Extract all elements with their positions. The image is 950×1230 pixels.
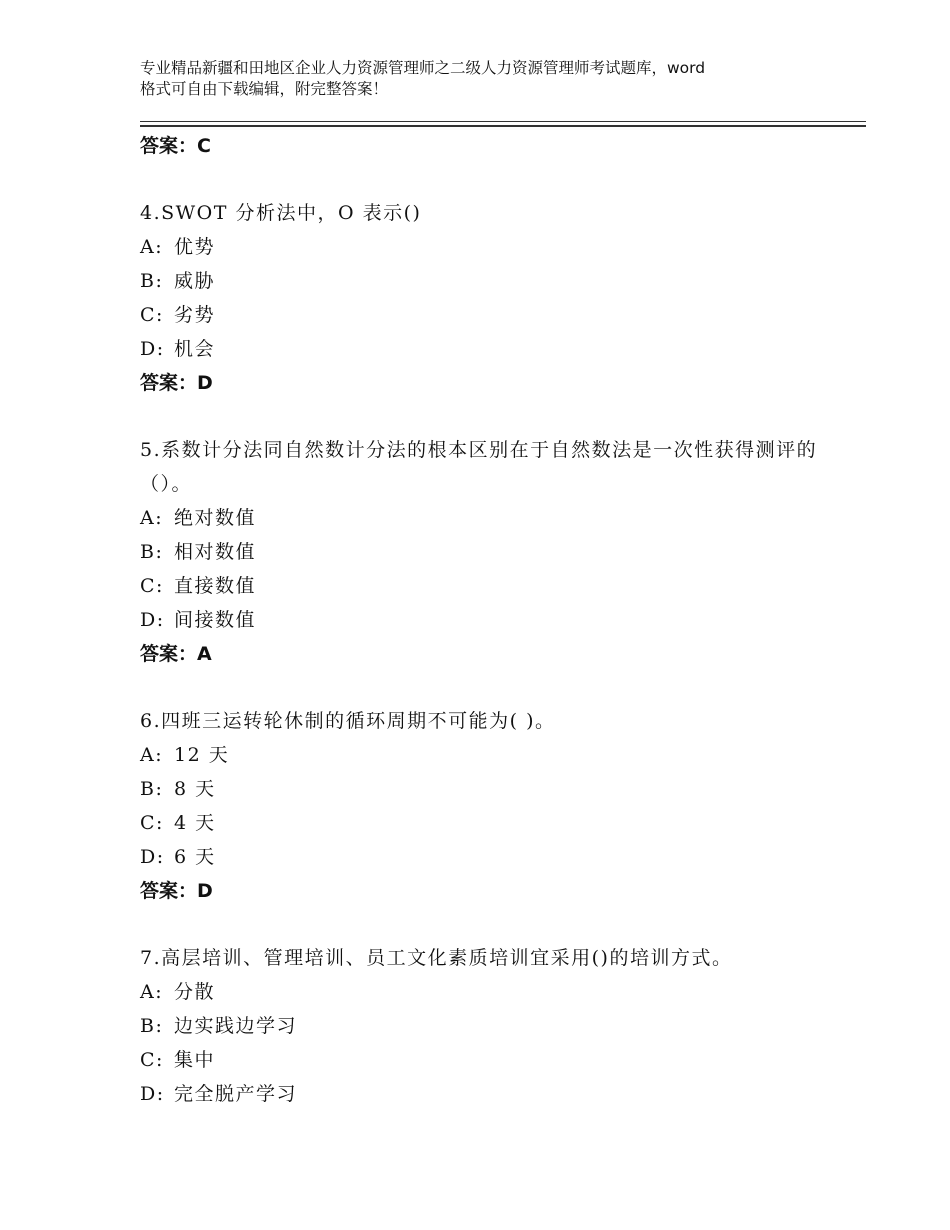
option-text: 12 天 [174, 744, 230, 766]
option-text: 4 天 [174, 812, 216, 834]
option-letter: A: [140, 744, 164, 766]
question-block-4 [140, 196, 830, 400]
option-text: 间接数值 [174, 609, 257, 631]
header-line-1: 专业精品新疆和田地区企业人力资源管理师之二级人力资源管理师考试题库，word [140, 59, 706, 77]
option-letter: D: [140, 338, 165, 360]
option-letter: D: [140, 846, 165, 868]
question-text: 6.四班三运转轮休制的循环周期不可能为( )。 [140, 710, 556, 732]
answer-line: 答案：A [140, 643, 212, 665]
question-block-7 [140, 941, 830, 1111]
option-d [140, 1077, 830, 1111]
option-text: 边实践边学习 [174, 1015, 298, 1037]
option-d [140, 603, 830, 637]
option-b [140, 1009, 830, 1043]
header-line-2: 格式可自由下载编辑，附完整答案！ [140, 80, 389, 98]
option-letter: B: [140, 541, 164, 563]
option-d [140, 840, 830, 874]
option-text: 绝对数值 [174, 507, 257, 529]
option-text: 优势 [174, 236, 216, 258]
option-letter: D: [140, 1083, 165, 1105]
option-d [140, 332, 830, 366]
option-b [140, 535, 830, 569]
option-c [140, 806, 830, 840]
previous-answer: 答案：C [140, 135, 211, 157]
option-text: 分散 [174, 981, 216, 1003]
option-a [140, 975, 830, 1009]
answer-line: 答案：D [140, 880, 213, 902]
option-letter: B: [140, 778, 164, 800]
option-letter: D: [140, 609, 165, 631]
option-a [140, 501, 830, 535]
document-header [140, 58, 830, 100]
option-letter: A: [140, 981, 164, 1003]
option-letter: A: [140, 236, 164, 258]
option-b [140, 772, 830, 806]
option-text: 威胁 [174, 270, 216, 292]
question-text: 7.高层培训、管理培训、员工文化素质培训宜采用()的培训方式。 [140, 947, 733, 969]
option-letter: C: [140, 1049, 164, 1071]
option-letter: C: [140, 812, 164, 834]
option-c [140, 569, 830, 603]
option-text: 相对数值 [174, 541, 257, 563]
option-a [140, 230, 830, 264]
option-a [140, 738, 830, 772]
option-text: 机会 [174, 338, 216, 360]
header-divider-thin [140, 121, 866, 122]
option-c [140, 298, 830, 332]
option-letter: B: [140, 1015, 164, 1037]
question-text: 5.系数计分法同自然数计分法的根本区别在于自然数法是一次性获得测评的（）。 [140, 439, 818, 495]
answer-line: 答案：D [140, 372, 213, 394]
option-letter: A: [140, 507, 164, 529]
option-text: 劣势 [174, 304, 216, 326]
option-letter: C: [140, 304, 164, 326]
question-block-6 [140, 704, 830, 908]
option-text: 6 天 [174, 846, 216, 868]
option-letter: C: [140, 575, 164, 597]
question-block-5 [140, 433, 830, 671]
option-text: 8 天 [174, 778, 216, 800]
option-b [140, 264, 830, 298]
option-text: 集中 [174, 1049, 216, 1071]
option-text: 完全脱产学习 [174, 1083, 298, 1105]
document-body [140, 125, 830, 1111]
question-text: 4.SWOT 分析法中，O 表示() [140, 202, 422, 224]
option-c [140, 1043, 830, 1077]
option-text: 直接数值 [174, 575, 257, 597]
option-letter: B: [140, 270, 164, 292]
